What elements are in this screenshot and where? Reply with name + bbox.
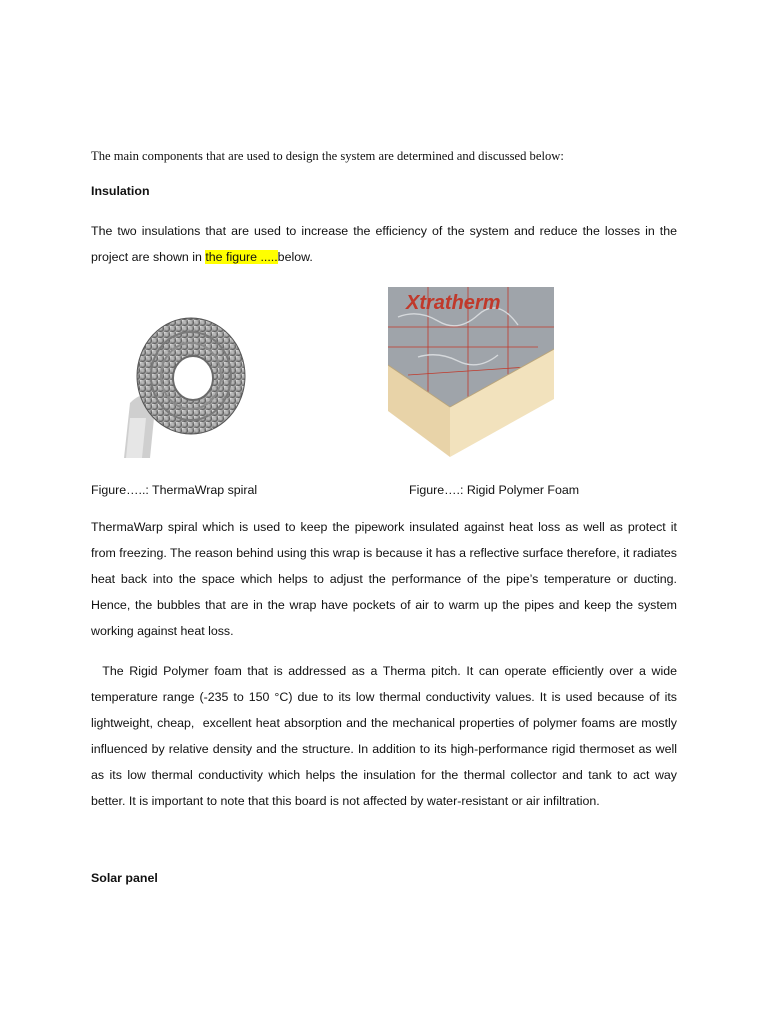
polymer-foam-figure-caption: Figure….: Rigid Polymer Foam (409, 483, 580, 497)
thermawrap-paragraph: ThermaWarp spiral which is used to keep the pipework insulated against heat loss as well as protect it from freezing. The reason behind using this wrap is because it has a reflective surface therefore, it radiates heat back into the space which helps to adjust the performance of the pipe’s temperature or ducting. Hence, the bubbles that are in the wrap have pockets of air to warm up the pipes and keep the system working against heat loss. (91, 520, 677, 638)
thermawrap-spiral-image (116, 308, 246, 458)
solar-panel-heading: Solar panel (91, 871, 158, 885)
insulation-intro-paragraph (91, 218, 677, 270)
intro-paragraph: The main components that are used to design the system are determined and discussed below: (91, 149, 564, 163)
highlighted-figure-reference: the figure ..... (205, 250, 278, 264)
insulation-heading: Insulation (91, 184, 150, 198)
polymer-foam-paragraph: The Rigid Polymer foam that is addressed as a Therma pitch. It can operate efficiently over a wide temperature range (-235 to 150 °C) due to its low thermal conductivity values. It is used because of its lightweight, cheap, excellent heat absorption and the mechanical properties of polymer foams are mostly influenced by relative density and the structure. In addition to its high-performance rigid thermoset as well as its low thermal conductivity which helps the insulation for the thermal collector and tank to act way better. It is important to note that this board is not affected by water-resistant or air infiltration. (91, 664, 681, 808)
paragraph-text-end: below. (277, 250, 313, 264)
rigid-polymer-foam-image (388, 287, 554, 457)
paragraph-text-start: The two insulations that are used to increase the efficiency of the system and reduce the losses in the project are shown in (91, 224, 677, 264)
thermawrap-figure-caption: Figure…..: ThermaWrap spiral (91, 483, 258, 497)
brand-logo-text: Xtratherm (406, 292, 501, 314)
